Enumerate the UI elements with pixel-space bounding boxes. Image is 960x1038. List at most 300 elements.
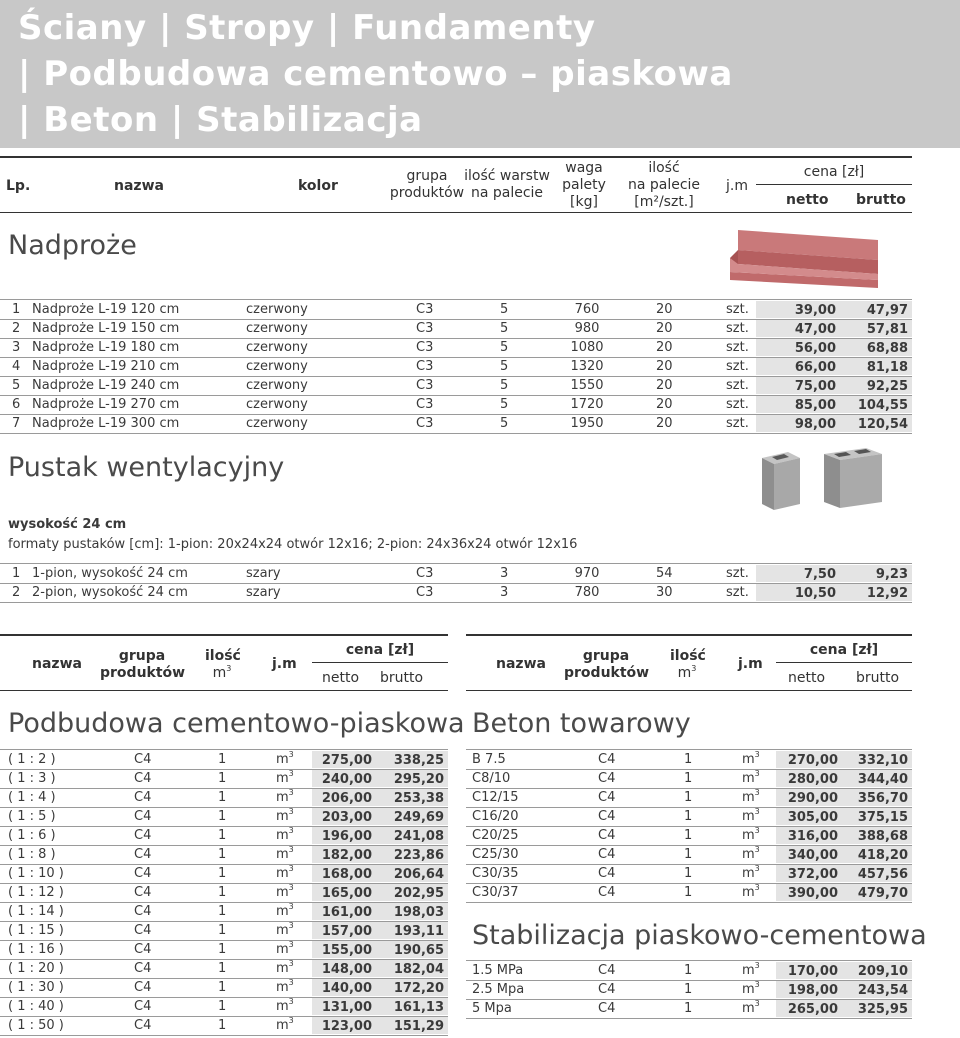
cell-brutto: 253,38 <box>393 791 444 806</box>
table-row <box>0 769 448 788</box>
cell-lp: 1 <box>12 566 21 581</box>
cell-brutto: 198,03 <box>393 905 444 920</box>
header-ilosc-line2: na palecie <box>627 177 701 193</box>
cell-jm-sup: 3 <box>288 883 294 892</box>
cell-netto: 390,00 <box>787 886 838 901</box>
cell-brutto: 202,95 <box>393 886 444 901</box>
cell-ilosc: 20 <box>656 321 673 336</box>
cell-grupa: C4 <box>598 1001 616 1016</box>
cell-netto: 148,00 <box>321 962 372 977</box>
cell-jm <box>742 788 760 807</box>
cell-grupa: C3 <box>416 321 434 336</box>
table-row <box>0 959 448 978</box>
cell-kolor: czerwony <box>246 340 308 355</box>
price-cell <box>776 789 912 806</box>
cell-jm <box>742 826 760 845</box>
left-header-ilosc-unit <box>205 665 239 682</box>
right-header-cena-rule <box>776 662 912 663</box>
cell-brutto: 375,15 <box>857 810 908 825</box>
cell-warstw: 5 <box>500 359 509 374</box>
row-rule <box>466 902 912 903</box>
price-cell <box>776 751 912 768</box>
cell-grupa: C3 <box>416 340 434 355</box>
cell-jm-sup: 3 <box>754 750 760 759</box>
header-warstw <box>464 168 550 202</box>
table-row <box>0 376 960 395</box>
cell-jm-unit: m <box>276 961 289 976</box>
cell-grupa: C4 <box>134 866 152 881</box>
right-header-cena: cena [zł] <box>809 642 879 658</box>
cell-jm <box>276 807 294 826</box>
price-cell <box>776 1000 912 1017</box>
cell-waga: 1550 <box>570 378 604 393</box>
cell-netto: 165,00 <box>321 886 372 901</box>
left-header-brutto: brutto <box>380 670 424 686</box>
cell-grupa: C4 <box>598 963 616 978</box>
left-header-cena-rule <box>312 662 448 663</box>
price-cell <box>756 584 912 601</box>
cell-jm: szt. <box>726 585 749 600</box>
table-row <box>0 583 960 602</box>
cell-nazwa: ( 1 : 20 ) <box>8 961 64 976</box>
cell-nazwa: 1.5 MPa <box>472 963 524 978</box>
header-grupa-line2: produktów <box>389 185 465 201</box>
header-warstw-line2: na palecie <box>470 185 544 201</box>
cell-ilosc: 1 <box>684 790 693 805</box>
cell-netto: 47,00 <box>794 322 836 337</box>
cell-jm-sup: 3 <box>288 978 294 987</box>
cell-jm-unit: m <box>742 790 755 805</box>
table-row <box>0 997 448 1016</box>
cell-nazwa: ( 1 : 40 ) <box>8 999 64 1014</box>
cell-lp: 3 <box>12 340 21 355</box>
cell-jm-sup: 3 <box>754 845 760 854</box>
cell-jm-unit: m <box>742 809 755 824</box>
cell-netto: 155,00 <box>321 943 372 958</box>
cell-ilosc: 1 <box>684 1001 693 1016</box>
price-cell <box>312 941 448 958</box>
table-row <box>0 1016 448 1035</box>
right-header-brutto: brutto <box>856 670 900 686</box>
header-warstw-line1: ilość warstw <box>464 168 550 184</box>
cell-grupa: C4 <box>134 942 152 957</box>
cell-netto: 7,50 <box>803 567 836 582</box>
table-row <box>0 564 960 583</box>
cell-nazwa: B 7.5 <box>472 752 506 767</box>
table-row <box>0 845 448 864</box>
cell-nazwa: ( 1 : 6 ) <box>8 828 56 843</box>
cell-kolor: szary <box>246 566 281 581</box>
cell-netto: 170,00 <box>787 964 838 979</box>
cell-jm <box>276 959 294 978</box>
cell-ilosc: 20 <box>656 359 673 374</box>
row-rule <box>466 1018 912 1019</box>
cell-ilosc: 20 <box>656 340 673 355</box>
header-waga-line2: palety <box>562 177 606 193</box>
cell-nazwa: ( 1 : 2 ) <box>8 752 56 767</box>
cell-grupa: C4 <box>598 771 616 786</box>
table-row <box>0 902 448 921</box>
cell-netto: 203,00 <box>321 810 372 825</box>
cell-netto: 140,00 <box>321 981 372 996</box>
table-row <box>0 807 448 826</box>
cell-waga: 1320 <box>570 359 604 374</box>
cell-netto: 270,00 <box>787 753 838 768</box>
cell-nazwa: C20/25 <box>472 828 519 843</box>
price-cell <box>312 808 448 825</box>
cell-brutto: 161,13 <box>393 1000 444 1015</box>
table-row <box>0 357 960 376</box>
cell-netto: 98,00 <box>794 417 836 432</box>
cell-ilosc: 1 <box>684 866 693 881</box>
price-cell <box>312 998 448 1015</box>
cell-netto: 168,00 <box>321 867 372 882</box>
cell-jm <box>742 750 760 769</box>
cell-jm: szt. <box>726 397 749 412</box>
right-header-bottom-rule <box>466 690 912 691</box>
cell-grupa: C3 <box>416 397 434 412</box>
left-header-jm: j.m <box>272 656 297 672</box>
cell-netto: 305,00 <box>787 810 838 825</box>
table-row <box>466 826 912 845</box>
cell-brutto: 418,20 <box>857 848 908 863</box>
cell-jm-unit: m <box>742 866 755 881</box>
cell-netto: 265,00 <box>787 1002 838 1017</box>
cell-nazwa: 1-pion, wysokość 24 cm <box>32 566 188 581</box>
cell-jm-unit: m <box>276 980 289 995</box>
cell-jm-sup: 3 <box>288 826 294 835</box>
cell-jm-sup: 3 <box>754 769 760 778</box>
cell-netto: 39,00 <box>794 303 836 318</box>
price-cell <box>312 846 448 863</box>
cell-jm <box>742 883 760 902</box>
cell-ilosc: 1 <box>684 771 693 786</box>
cell-jm-sup: 3 <box>288 997 294 1006</box>
cell-nazwa: ( 1 : 16 ) <box>8 942 64 957</box>
table-row <box>0 788 448 807</box>
price-cell <box>776 808 912 825</box>
row-rule <box>0 433 912 434</box>
cell-netto: 123,00 <box>321 1019 372 1034</box>
cell-ilosc: 1 <box>218 828 227 843</box>
cell-ilosc: 1 <box>684 982 693 997</box>
cell-waga: 1720 <box>570 397 604 412</box>
price-cell <box>756 358 912 375</box>
header-waga <box>556 160 612 211</box>
header-ilosc-line1: ilość <box>648 160 680 176</box>
cell-jm-unit: m <box>276 923 289 938</box>
table-row <box>466 980 912 999</box>
cell-nazwa: C30/35 <box>472 866 519 881</box>
cell-jm-unit: m <box>742 752 755 767</box>
cell-netto: 372,00 <box>787 867 838 882</box>
cell-brutto: 325,95 <box>857 1002 908 1017</box>
cell-grupa: C4 <box>598 982 616 997</box>
table-row <box>0 921 448 940</box>
left-header-ilosc-label: ilość <box>205 648 241 664</box>
left-header-netto: netto <box>322 670 360 686</box>
cell-kolor: szary <box>246 585 281 600</box>
cell-brutto: 81,18 <box>866 360 908 375</box>
cell-jm-unit: m <box>742 1001 755 1016</box>
cell-waga: 780 <box>574 585 600 600</box>
right-header-ilosc <box>670 648 704 682</box>
cell-kolor: czerwony <box>246 378 308 393</box>
header-waga-line3: [kg] <box>570 194 598 210</box>
cell-ilosc: 1 <box>218 771 227 786</box>
left-header-grupa-line2: produktów <box>100 665 186 681</box>
cell-ilosc: 1 <box>218 904 227 919</box>
left-header-bottom-rule <box>0 690 448 691</box>
left-header-ilosc-unit-text: m <box>212 665 227 681</box>
left-header-ilosc <box>205 648 239 682</box>
price-cell <box>756 396 912 413</box>
price-cell <box>776 770 912 787</box>
header-grupa-line1: grupa <box>406 168 448 184</box>
header-top-rule <box>0 156 912 158</box>
cell-jm <box>276 978 294 997</box>
price-cell <box>312 827 448 844</box>
cell-ilosc: 1 <box>684 847 693 862</box>
header-bottom-rule <box>0 212 912 213</box>
price-cell <box>312 1017 448 1034</box>
cell-brutto: 151,29 <box>393 1019 444 1034</box>
header-brutto: brutto <box>856 192 906 208</box>
cell-kolor: czerwony <box>246 397 308 412</box>
cell-brutto: 92,25 <box>866 379 908 394</box>
cell-kolor: czerwony <box>246 359 308 374</box>
cell-netto: 182,00 <box>321 848 372 863</box>
cell-kolor: czerwony <box>246 302 308 317</box>
cell-brutto: 104,55 <box>857 398 908 413</box>
cell-brutto: 356,70 <box>857 791 908 806</box>
table-row <box>0 940 448 959</box>
cell-jm-unit: m <box>276 866 289 881</box>
cell-jm-unit: m <box>276 847 289 862</box>
cell-jm <box>276 1016 294 1035</box>
cell-jm-sup: 3 <box>288 769 294 778</box>
cell-warstw: 5 <box>500 416 509 431</box>
price-cell <box>776 846 912 863</box>
cell-grupa: C4 <box>134 809 152 824</box>
cell-jm <box>276 902 294 921</box>
cell-lp: 2 <box>12 585 21 600</box>
price-cell <box>756 339 912 356</box>
header-ilosc <box>624 160 704 211</box>
cell-warstw: 5 <box>500 397 509 412</box>
price-cell <box>756 320 912 337</box>
section-title-nadproze: Nadproże <box>8 230 137 261</box>
cell-jm-unit: m <box>742 963 755 978</box>
cell-netto: 161,00 <box>321 905 372 920</box>
cell-jm-unit: m <box>276 885 289 900</box>
cell-jm <box>742 999 760 1018</box>
cell-warstw: 3 <box>500 566 509 581</box>
cell-netto: 66,00 <box>794 360 836 375</box>
cell-jm-unit: m <box>276 828 289 843</box>
header-nazwa: nazwa <box>114 178 164 194</box>
cell-nazwa: Nadproże L-19 210 cm <box>32 359 180 374</box>
price-cell <box>756 565 912 582</box>
cell-brutto: 249,69 <box>393 810 444 825</box>
right-header-grupa-line2: produktów <box>564 665 650 681</box>
cell-grupa: C3 <box>416 566 434 581</box>
cell-jm: szt. <box>726 302 749 317</box>
cell-brutto: 344,40 <box>857 772 908 787</box>
section-title-beton: Beton towarowy <box>472 708 691 739</box>
table-row <box>466 807 912 826</box>
price-cell <box>312 922 448 939</box>
cell-brutto: 172,20 <box>393 981 444 996</box>
cell-nazwa: Nadproże L-19 300 cm <box>32 416 180 431</box>
cell-jm <box>276 921 294 940</box>
cell-jm-sup: 3 <box>754 807 760 816</box>
table-row <box>0 338 960 357</box>
cell-nazwa: C12/15 <box>472 790 519 805</box>
price-cell <box>312 865 448 882</box>
cell-netto: 206,00 <box>321 791 372 806</box>
cell-jm <box>276 769 294 788</box>
cell-brutto: 457,56 <box>857 867 908 882</box>
cell-jm-sup: 3 <box>288 750 294 759</box>
title-band <box>0 0 960 148</box>
price-cell <box>312 960 448 977</box>
cell-grupa: C4 <box>134 1018 152 1033</box>
cell-jm-unit: m <box>742 885 755 900</box>
price-cell <box>312 884 448 901</box>
cell-brutto: 12,92 <box>866 586 908 601</box>
cell-nazwa: Nadproże L-19 150 cm <box>32 321 180 336</box>
cell-ilosc: 20 <box>656 416 673 431</box>
table-row <box>0 826 448 845</box>
cell-grupa: C3 <box>416 302 434 317</box>
price-cell <box>312 979 448 996</box>
cell-grupa: C4 <box>134 771 152 786</box>
cell-ilosc: 30 <box>656 585 673 600</box>
cell-kolor: czerwony <box>246 321 308 336</box>
cell-jm-unit: m <box>276 771 289 786</box>
cell-lp: 5 <box>12 378 21 393</box>
table-row <box>466 883 912 902</box>
table-row <box>466 845 912 864</box>
cell-jm <box>276 750 294 769</box>
table-row <box>466 769 912 788</box>
cell-grupa: C4 <box>598 752 616 767</box>
cell-brutto: 193,11 <box>393 924 444 939</box>
cell-jm-unit: m <box>742 982 755 997</box>
table-row <box>0 395 960 414</box>
price-cell <box>776 981 912 998</box>
cell-nazwa: ( 1 : 50 ) <box>8 1018 64 1033</box>
cell-jm <box>276 940 294 959</box>
cell-jm <box>276 845 294 864</box>
table-row <box>0 750 448 769</box>
price-cell <box>756 377 912 394</box>
cell-lp: 7 <box>12 416 21 431</box>
cell-brutto: 223,86 <box>393 848 444 863</box>
cell-brutto: 206,64 <box>393 867 444 882</box>
cell-grupa: C4 <box>134 904 152 919</box>
cell-netto: 240,00 <box>321 772 372 787</box>
cell-waga: 980 <box>574 321 600 336</box>
header-kolor: kolor <box>298 178 338 194</box>
cell-jm-unit: m <box>276 904 289 919</box>
cell-jm <box>276 864 294 883</box>
header-lp: Lp. <box>6 178 31 194</box>
cell-grupa: C4 <box>134 999 152 1014</box>
cell-lp: 2 <box>12 321 21 336</box>
price-cell <box>776 865 912 882</box>
cell-nazwa: ( 1 : 8 ) <box>8 847 56 862</box>
cell-ilosc: 20 <box>656 378 673 393</box>
cell-netto: 131,00 <box>321 1000 372 1015</box>
right-header-jm: j.m <box>738 656 763 672</box>
header-grupa <box>385 168 469 202</box>
cell-jm-sup: 3 <box>288 921 294 930</box>
pustak-subtitle: wysokość 24 cm <box>8 517 127 532</box>
cell-jm <box>276 883 294 902</box>
cell-brutto: 120,54 <box>857 417 908 432</box>
cell-ilosc: 1 <box>218 790 227 805</box>
cell-nazwa: Nadproże L-19 180 cm <box>32 340 180 355</box>
cell-grupa: C4 <box>134 828 152 843</box>
left-header-cena: cena [zł] <box>345 642 415 658</box>
cell-ilosc: 1 <box>218 999 227 1014</box>
cell-jm <box>276 997 294 1016</box>
cell-jm-sup: 3 <box>288 845 294 854</box>
cell-ilosc: 1 <box>218 942 227 957</box>
cell-jm <box>276 788 294 807</box>
table-row <box>0 300 960 319</box>
header-cena: cena [zł] <box>803 164 865 180</box>
cell-nazwa: 5 Mpa <box>472 1001 512 1016</box>
cell-grupa: C4 <box>134 980 152 995</box>
left-header-top-rule <box>0 634 448 636</box>
cell-jm <box>742 807 760 826</box>
cell-nazwa: Nadproże L-19 120 cm <box>32 302 180 317</box>
cell-warstw: 5 <box>500 378 509 393</box>
cell-jm-unit: m <box>742 847 755 862</box>
cell-netto: 316,00 <box>787 829 838 844</box>
cell-nazwa: Nadproże L-19 240 cm <box>32 378 180 393</box>
table-row <box>0 319 960 338</box>
cell-jm-unit: m <box>276 809 289 824</box>
cell-brutto: 182,04 <box>393 962 444 977</box>
cell-jm: szt. <box>726 359 749 374</box>
price-cell <box>312 751 448 768</box>
cell-netto: 157,00 <box>321 924 372 939</box>
cell-ilosc: 1 <box>218 809 227 824</box>
cell-brutto: 332,10 <box>857 753 908 768</box>
cell-grupa: C3 <box>416 585 434 600</box>
cell-grupa: C4 <box>134 961 152 976</box>
cell-warstw: 3 <box>500 585 509 600</box>
cell-ilosc: 1 <box>684 752 693 767</box>
cell-ilosc: 1 <box>218 847 227 862</box>
cell-jm-sup: 3 <box>288 902 294 911</box>
cell-kolor: czerwony <box>246 416 308 431</box>
table-row <box>466 961 912 980</box>
cell-netto: 196,00 <box>321 829 372 844</box>
cell-nazwa: ( 1 : 4 ) <box>8 790 56 805</box>
price-cell <box>312 770 448 787</box>
cell-grupa: C3 <box>416 378 434 393</box>
header-netto: netto <box>786 192 829 208</box>
table-row <box>0 883 448 902</box>
right-header-netto: netto <box>788 670 826 686</box>
header-waga-line1: waga <box>565 160 603 176</box>
cell-warstw: 5 <box>500 321 509 336</box>
